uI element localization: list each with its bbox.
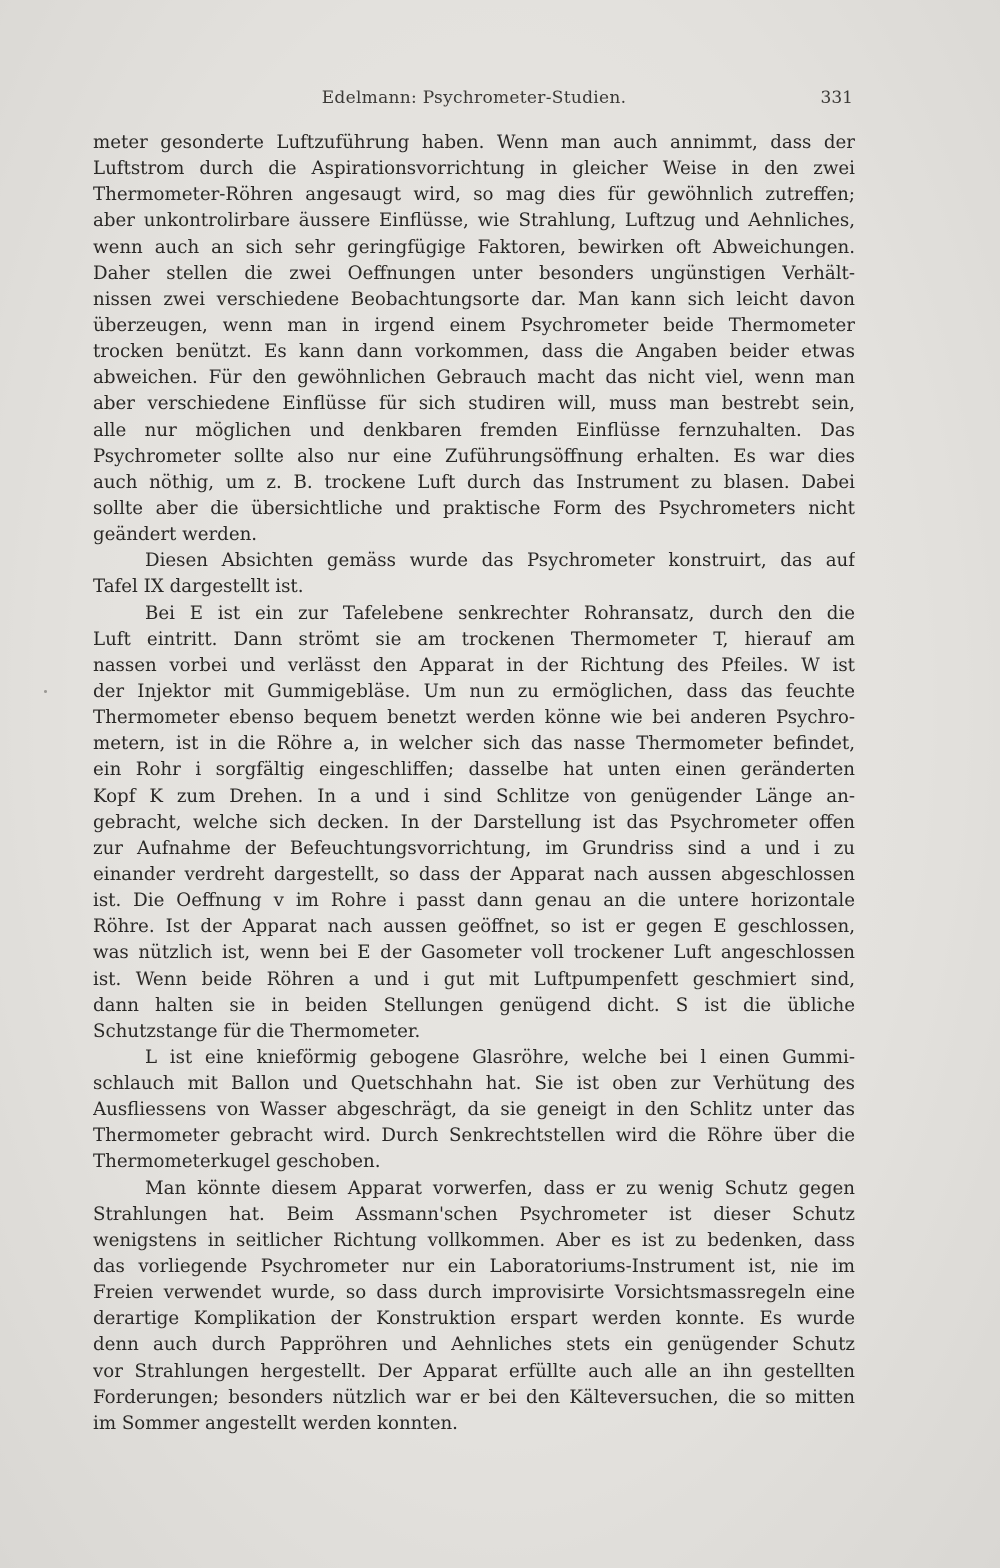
text-line: einander verdreht dargestellt, so dass der Apparat nach aussen abgeschlossen — [93, 863, 855, 885]
text-line: aber unkontrolirbare äussere Einflüsse, wie Strahlung, Luftzug und Aehnliches, — [93, 210, 855, 232]
text-line: zur Aufnahme der Befeuchtungsvorrichtung, im Grundriss sind a und i zu — [93, 837, 855, 859]
text-line: gebracht, welche sich decken. In der Darstellung ist das Psychrometer offen — [93, 811, 855, 833]
running-header — [93, 88, 855, 114]
text-line: ein Rohr i sorgfältig eingeschliffen; dasselbe hat unten einen geränderten — [93, 759, 855, 781]
text-line: derartige Komplikation der Konstruktion erspart werden konnte. Es wurde — [93, 1308, 855, 1330]
text-line: Thermometer-Röhren angesaugt wird, so mag dies für gewöhnlich zutreffen; — [93, 184, 855, 206]
text-line: Thermometer ebenso bequem benetzt werden könne wie bei anderen Psychro- — [93, 707, 855, 729]
text-line: im Sommer angestellt werden konnten. — [93, 1412, 458, 1434]
text-line: dann halten sie in beiden Stellungen genügend dicht. S ist die übliche — [93, 994, 855, 1016]
text-line: denn auch durch Pappröhren und Aehnliches stets ein genügender Schutz — [93, 1334, 855, 1356]
text-line: auch nöthig, um z. B. trockene Luft durch das Instrument zu blasen. Dabei — [93, 471, 855, 493]
text-line: Luftstrom durch die Aspirationsvorrichtung in gleicher Weise in den zwei — [93, 158, 855, 180]
running-header-title: Edelmann: Psychrometer-Studien. — [321, 88, 627, 108]
text-line: L ist eine knieförmig gebogene Glasröhre, welche bei l einen Gummi- — [145, 1046, 855, 1068]
text-line: Bei E ist ein zur Tafelebene senkrechter Rohransatz, durch den die — [145, 602, 855, 624]
text-line: ist. Die Oeffnung v im Rohre i passt dann genau an die untere horizontale — [93, 890, 855, 912]
text-line: Röhre. Ist der Apparat nach aussen geöffnet, so ist er gegen E geschlossen, — [93, 916, 855, 938]
text-line: sollte aber die übersichtliche und praktische Form des Psychrometers nicht — [93, 497, 855, 519]
text-line: Freien verwendet wurde, so dass durch improvisirte Vorsichtsmassregeln eine — [93, 1282, 855, 1304]
text-line: nassen vorbei und verlässt den Apparat in der Richtung des Pfeiles. W ist — [93, 654, 855, 676]
text-line: Man könnte diesem Apparat vorwerfen, dass er zu wenig Schutz gegen — [145, 1177, 855, 1199]
text-line: Thermometer gebracht wird. Durch Senkrechtstellen wird die Röhre über die — [93, 1125, 855, 1147]
text-line: nissen zwei verschiedene Beobachtungsorte dar. Man kann sich leicht davon — [93, 288, 855, 310]
text-line: alle nur möglichen und denkbaren fremden Einflüsse fernzuhalten. Das — [93, 419, 855, 441]
text-line: wenn auch an sich sehr geringfügige Faktoren, bewirken oft Abweichungen. — [93, 236, 855, 258]
text-line: Tafel IX dargestellt ist. — [93, 576, 304, 598]
scan-speck — [44, 690, 47, 693]
text-line: ist. Wenn beide Röhren a und i gut mit Luftpumpenfett geschmiert sind, — [93, 968, 855, 990]
text-line: was nützlich ist, wenn bei E der Gasometer voll trockener Luft angeschlossen — [93, 942, 855, 964]
text-line: aber verschiedene Einflüsse für sich studiren will, muss man bestrebt sein, — [93, 393, 855, 415]
text-line: Thermometerkugel geschoben. — [93, 1151, 381, 1173]
text-line: abweichen. Für den gewöhnlichen Gebrauch macht das nicht viel, wenn man — [93, 367, 855, 389]
page-number: 331 — [820, 88, 853, 108]
text-line: Psychrometer sollte also nur eine Zuführungsöffnung erhalten. Es war dies — [93, 445, 855, 467]
text-line: überzeugen, wenn man in irgend einem Psychrometer beide Thermometer — [93, 314, 855, 336]
text-line: Ausfliessens von Wasser abgeschrägt, da sie geneigt in den Schlitz unter das — [93, 1099, 855, 1121]
text-line: Diesen Absichten gemäss wurde das Psychrometer konstruirt, das auf — [145, 550, 855, 572]
text-line: geändert werden. — [93, 524, 258, 546]
text-line: Schutzstange für die Thermometer. — [93, 1020, 421, 1042]
text-line: vor Strahlungen hergestellt. Der Apparat erfüllte auch alle an ihn gestellten — [93, 1360, 855, 1382]
text-line: schlauch mit Ballon und Quetschhahn hat. Sie ist oben zur Verhütung des — [93, 1073, 855, 1095]
text-line: Strahlungen hat. Beim Assmann'schen Psychrometer ist dieser Schutz — [93, 1203, 855, 1225]
text-line: wenigstens in seitlicher Richtung vollkommen. Aber es ist zu bedenken, dass — [93, 1229, 855, 1251]
body-text — [93, 130, 855, 1437]
text-line: metern, ist in die Röhre a, in welcher sich das nasse Thermometer befindet, — [93, 733, 855, 755]
text-line: Forderungen; besonders nützlich war er bei den Kälteversuchen, die so mitten — [93, 1386, 855, 1408]
text-line: Kopf K zum Drehen. In a und i sind Schlitze von genügender Länge an- — [93, 785, 855, 807]
text-line: meter gesonderte Luftzuführung haben. Wenn man auch annimmt, dass der — [93, 132, 855, 153]
text-line: Luft eintritt. Dann strömt sie am trockenen Thermometer T, hierauf am — [93, 628, 855, 650]
text-line: Daher stellen die zwei Oeffnungen unter besonders ungünstigen Verhält- — [93, 262, 855, 284]
text-line: der Injektor mit Gummigebläse. Um nun zu ermöglichen, dass das feuchte — [93, 680, 855, 702]
text-line: das vorliegende Psychrometer nur ein Laboratoriums-Instrument ist, nie im — [93, 1256, 855, 1278]
text-line: trocken benützt. Es kann dann vorkommen, dass die Angaben beider etwas — [93, 341, 855, 363]
